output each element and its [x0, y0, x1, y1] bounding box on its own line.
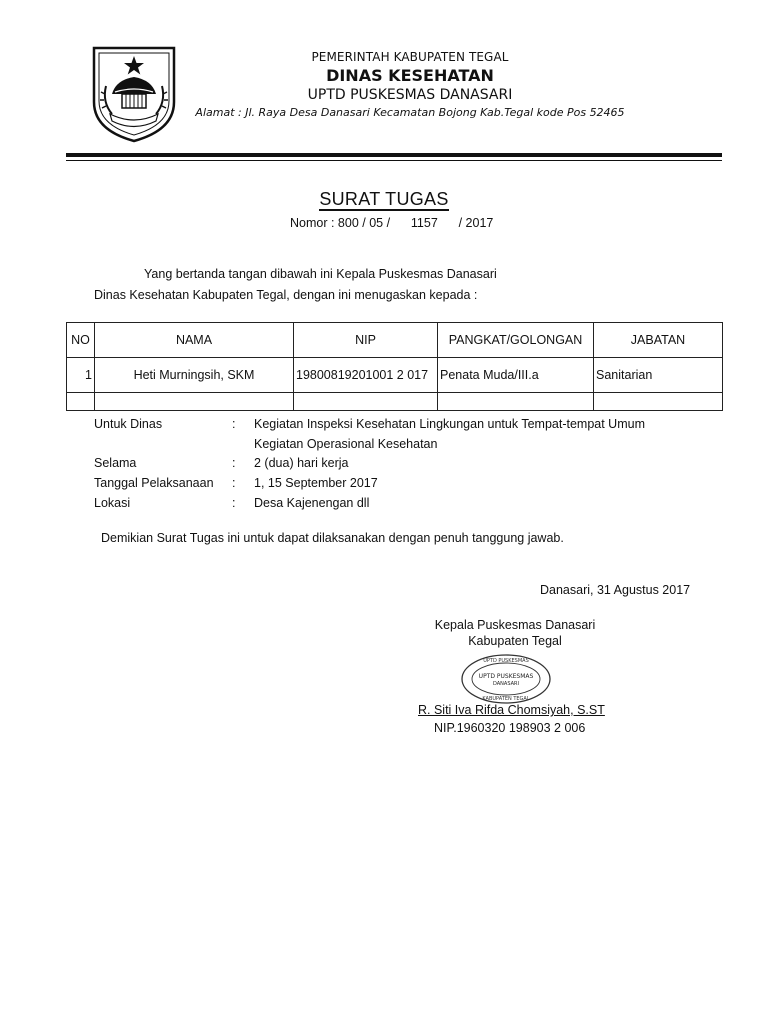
- letterhead-address: Alamat : Jl. Raya Desa Danasari Kecamatan Bojong Kab.Tegal kode Pos 52465: [195, 106, 625, 119]
- header-no: NO: [67, 323, 95, 358]
- svg-text:UPTD PUSKESMAS: UPTD PUSKESMAS: [483, 658, 529, 664]
- intro-line-1: Yang bertanda tangan dibawah ini Kepala Puskesmas Danasari: [144, 267, 497, 281]
- table-row: [67, 358, 723, 393]
- colon: :: [232, 496, 236, 510]
- lokasi-label: Lokasi: [94, 496, 131, 510]
- letterhead-government: PEMERINTAH KABUPATEN TEGAL: [311, 50, 509, 64]
- letterhead-thick-rule: [66, 153, 722, 157]
- intro-line-2: Dinas Kesehatan Kabupaten Tegal, dengan ini menugaskan kepada :: [94, 288, 478, 302]
- untuk-dinas-value-2: Kegiatan Operasional Kesehatan: [254, 437, 438, 451]
- colon: :: [232, 476, 236, 490]
- svg-text:UPTD PUSKESMAS: UPTD PUSKESMAS: [478, 673, 534, 680]
- closing-statement: Demikian Surat Tugas ini untuk dapat dilaksanakan dengan penuh tanggung jawab.: [101, 531, 564, 545]
- table-empty-row: [67, 393, 723, 411]
- signer-position-2: Kabupaten Tegal: [468, 634, 562, 648]
- svg-text:DANASARI: DANASARI: [493, 681, 519, 687]
- cell-pangkat: Penata Muda/III.a: [438, 358, 594, 393]
- letterhead-unit: UPTD PUSKESMAS DANASARI: [307, 87, 513, 103]
- document-title: SURAT TUGAS: [319, 189, 449, 209]
- signer-nip: NIP.1960320 198903 2 006: [434, 721, 586, 735]
- header-jabatan: JABATAN: [594, 323, 723, 358]
- regency-crest-logo: [88, 44, 180, 144]
- place-date: Danasari, 31 Agustus 2017: [540, 583, 691, 597]
- untuk-dinas-label: Untuk Dinas: [94, 417, 163, 431]
- document-number: Nomor : 800 / 05 / 1157 / 2017: [290, 216, 494, 230]
- selama-value: 2 (dua) hari kerja: [254, 456, 349, 470]
- cell-no: 1: [67, 358, 95, 393]
- signer-position-1: Kepala Puskesmas Danasari: [434, 618, 596, 632]
- letterhead-department: DINAS KESEHATAN: [326, 66, 494, 85]
- header-nama: NAMA: [95, 323, 294, 358]
- header-nip: NIP: [294, 323, 438, 358]
- svg-text:KABUPATEN TEGAL: KABUPATEN TEGAL: [482, 696, 530, 702]
- colon: :: [232, 417, 236, 431]
- letterhead-thin-rule: [66, 160, 722, 161]
- signer-name: R. Siti Iva Rifda Chomsiyah, S.ST: [418, 703, 605, 717]
- cell-jabatan: Sanitarian: [594, 358, 723, 393]
- colon: :: [232, 456, 236, 470]
- tanggal-value: 1, 15 September 2017: [254, 476, 378, 490]
- tanggal-label: Tanggal Pelaksanaan: [94, 476, 214, 490]
- table-header-row: [67, 323, 723, 358]
- lokasi-value: Desa Kajenengan dll: [254, 496, 370, 510]
- selama-label: Selama: [94, 456, 137, 470]
- cell-nip: 19800819201001 2 017: [294, 358, 438, 393]
- assignee-table: [66, 322, 723, 411]
- untuk-dinas-value-1: Kegiatan Inspeksi Kesehatan Lingkungan untuk Tempat-tempat Umum: [254, 417, 645, 431]
- header-pangkat: PANGKAT/GOLONGAN: [438, 323, 594, 358]
- official-stamp-seal: [458, 652, 554, 706]
- cell-nama: Heti Murningsih, SKM: [95, 358, 294, 393]
